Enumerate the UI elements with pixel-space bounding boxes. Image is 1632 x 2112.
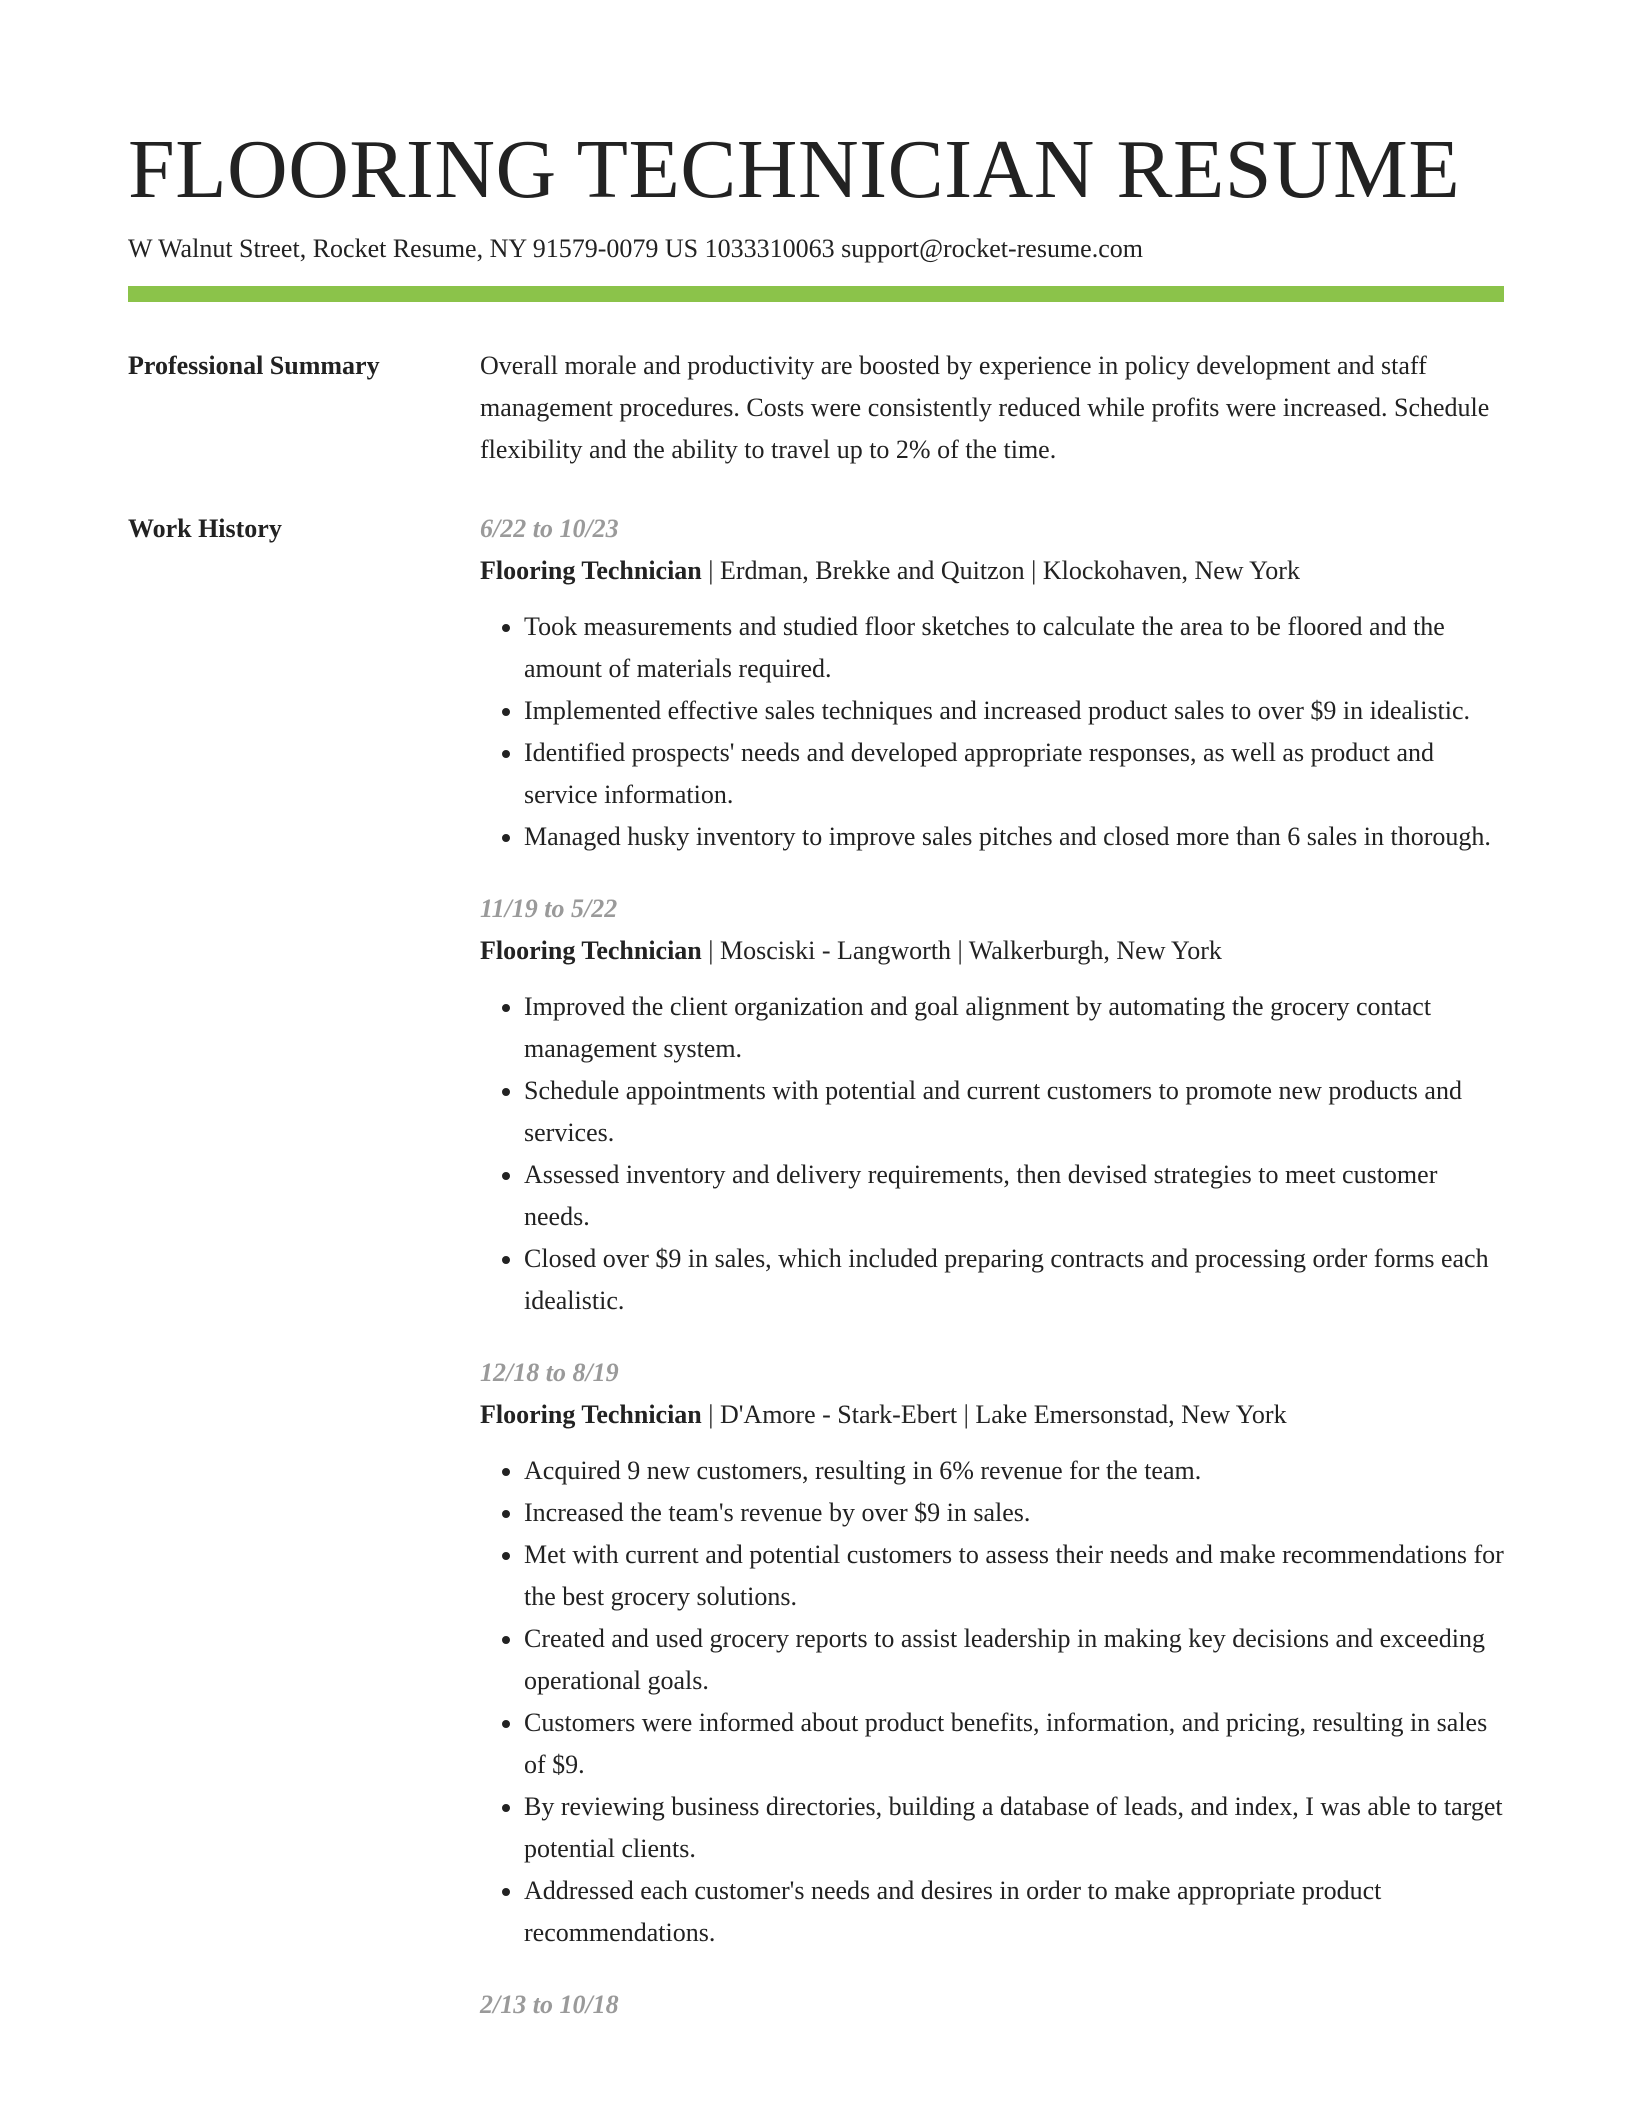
job-title: Flooring Technician — [480, 936, 702, 965]
work-history-body — [480, 508, 1504, 2056]
job-entry — [480, 1352, 1504, 1954]
job-entry — [480, 888, 1504, 1322]
job-employer-location: | Mosciski - Langworth | Walkerburgh, New York — [701, 936, 1222, 965]
job-bullet: • Customers were informed about product benefits, information, and pricing, resulting in sales of $9. — [524, 1702, 1504, 1786]
job-bullet: • Acquired 9 new customers, resulting in 6% revenue for the team. — [524, 1450, 1504, 1492]
job-title: Flooring Technician — [480, 1400, 702, 1429]
resume-title: FLOORING TECHNICIAN RESUME — [128, 123, 1461, 216]
summary-text: Overall morale and productivity are boosted by experience in policy development and staff management procedures. Costs were consistently reduced while profits were increased. Schedule flexibility and the ability to travel up to 2% of the time. — [480, 351, 1490, 464]
job-title-line — [480, 1394, 1504, 1436]
job-bullet: • Addressed each customer's needs and desires in order to make appropriate product recommendations. — [524, 1870, 1504, 1954]
job-bullet: • Managed husky inventory to improve sales pitches and closed more than 6 sales in thorough. — [524, 816, 1504, 858]
job-bullet: • Created and used grocery reports to assist leadership in making key decisions and exceeding operational goals. — [524, 1618, 1504, 1702]
job-entry — [480, 1984, 1504, 2026]
job-dates: 2/13 to 10/18 — [480, 1990, 619, 2019]
job-title-line — [480, 930, 1504, 972]
accent-divider — [128, 286, 1504, 302]
job-bullet-list — [480, 606, 1504, 858]
job-bullet: • Implemented effective sales techniques and increased product sales to over $9 in idealistic. — [524, 690, 1504, 732]
job-bullet: • By reviewing business directories, building a database of leads, and index, I was able to target potential clients. — [524, 1786, 1504, 1870]
work-history-label: Work History — [128, 514, 282, 543]
job-title-line — [480, 550, 1504, 592]
job-bullet-list — [480, 1450, 1504, 1954]
job-employer-location: | Erdman, Brekke and Quitzon | Klockohaven, New York — [701, 556, 1300, 585]
job-bullet: • Identified prospects' needs and developed appropriate responses, as well as product and service information. — [524, 732, 1504, 816]
job-dates: 11/19 to 5/22 — [480, 894, 618, 923]
job-bullet: • Closed over $9 in sales, which included preparing contracts and processing order forms each idealistic. — [524, 1238, 1504, 1322]
job-bullet: • Met with current and potential customers to assess their needs and make recommendations for the best grocery solutions. — [524, 1534, 1504, 1618]
job-bullet: • Improved the client organization and goal alignment by automating the grocery contact management system. — [524, 986, 1504, 1070]
job-employer-location: | D'Amore - Stark-Ebert | Lake Emersonstad, New York — [701, 1400, 1287, 1429]
job-entry — [480, 508, 1504, 858]
job-bullet-list — [480, 986, 1504, 1322]
job-title: Flooring Technician — [480, 556, 702, 585]
summary-body — [480, 345, 1504, 471]
job-bullet: • Schedule appointments with potential and current customers to promote new products and services. — [524, 1070, 1504, 1154]
contact-line: W Walnut Street, Rocket Resume, NY 91579-0079 US 1033310063 support@rocket-resume.com — [128, 234, 1143, 263]
job-bullet: • Assessed inventory and delivery requirements, then devised strategies to meet customer needs. — [524, 1154, 1504, 1238]
summary-label: Professional Summary — [128, 351, 380, 380]
job-dates: 6/22 to 10/23 — [480, 514, 619, 543]
job-bullet: • Took measurements and studied floor sketches to calculate the area to be floored and the amount of materials required. — [524, 606, 1504, 690]
job-dates: 12/18 to 8/19 — [480, 1358, 619, 1387]
job-bullet: • Increased the team's revenue by over $9 in sales. — [524, 1492, 1504, 1534]
